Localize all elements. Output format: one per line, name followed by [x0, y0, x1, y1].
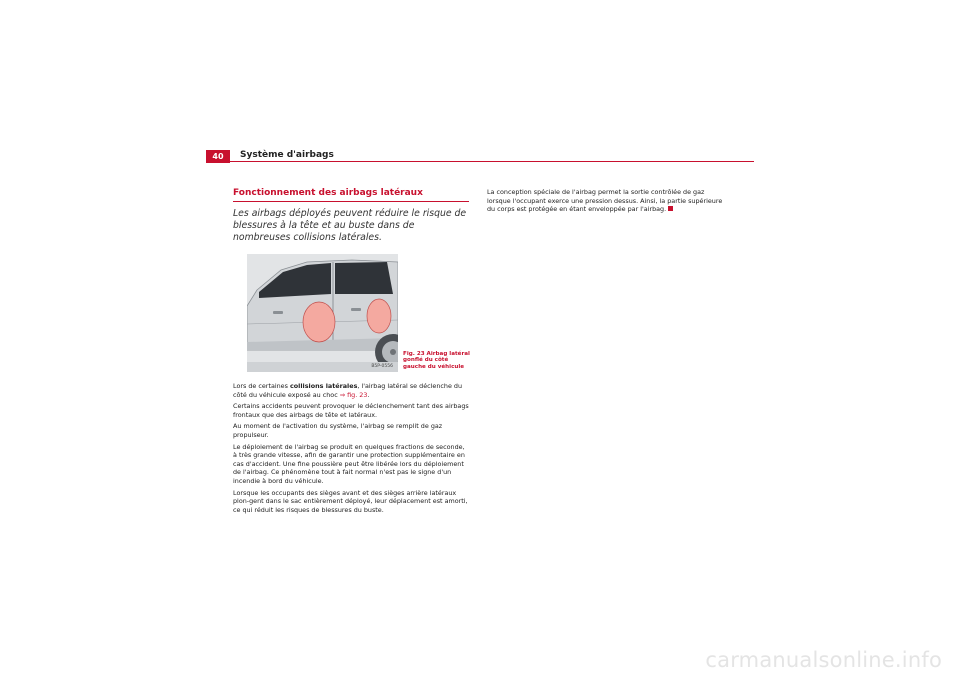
rear-airbag-icon: [367, 299, 391, 333]
paragraph-4: Le déploiement de l'airbag se produit en quelques fractions de seconde, à très grande vitesse, afin de garantir une protection supplémentaire en cas d'accident. Une fine poussière peut être libérée lors du déploiement de l'airbag. Ce phénomène tout à fait normal n'est pas le signe d'un incendie à bord du véhicule.: [233, 442, 465, 485]
right-column: [487, 188, 723, 217]
running-title: Système d'airbags: [240, 150, 334, 160]
figure-reference-link[interactable]: ⇒ fig. 23: [339, 390, 368, 399]
paragraph-1: Lors de certaines collisions latérales, l'airbag latéral se déclenche du côté du véhicule exposé au choc ⇒ fig. 23.: [233, 382, 463, 399]
watermark: carmanualsonline.info: [705, 648, 942, 672]
figure-row: [233, 254, 469, 372]
figure-side-airbag: [247, 254, 398, 372]
bold-term: collisions latérales: [289, 382, 358, 390]
header-rule: [206, 161, 754, 162]
left-body: [233, 382, 469, 514]
paragraph-2: Certains accidents peuvent provoquer le déclenchement tant des airbags frontaux que des airbags de tête et latéraux.: [233, 402, 469, 419]
paragraph-5: Lorsque les occupants des sièges avant et des sièges arrière latéraux plon-gent dans le sac entièrement déployé, leur déplacement est amorti, ce qui réduit les risques de blessures du buste.: [233, 488, 468, 514]
left-column: [233, 188, 469, 517]
front-airbag-icon: [303, 302, 335, 342]
section-title: Fonctionnement des airbags latéraux: [233, 188, 423, 198]
section-lead: Les airbags déployés peuvent réduire le risque de blessures à la tête et au buste dans de nombreuses collisions latérales.: [233, 208, 467, 243]
paragraph-3: Au moment de l'activation du système, l'airbag se remplit de gaz propulseur.: [233, 422, 443, 439]
section-rule: [233, 201, 469, 202]
figure-caption: Fig. 23 Airbag latéral gonflé du côté gauche du véhicule: [403, 351, 470, 370]
car-side-illustration: [247, 254, 398, 372]
right-paragraph-1: La conception spéciale de l'airbag permet la sortie contrôlée de gaz lorsque l'occupant exerce une pression dessus. Ainsi, la partie supérieure du corps est protégée en étant enveloppée par l'airbag.: [487, 188, 723, 214]
page-number: 40: [206, 150, 230, 163]
section-end-icon: [668, 206, 673, 211]
figure-code: B5P-0556: [371, 364, 393, 369]
